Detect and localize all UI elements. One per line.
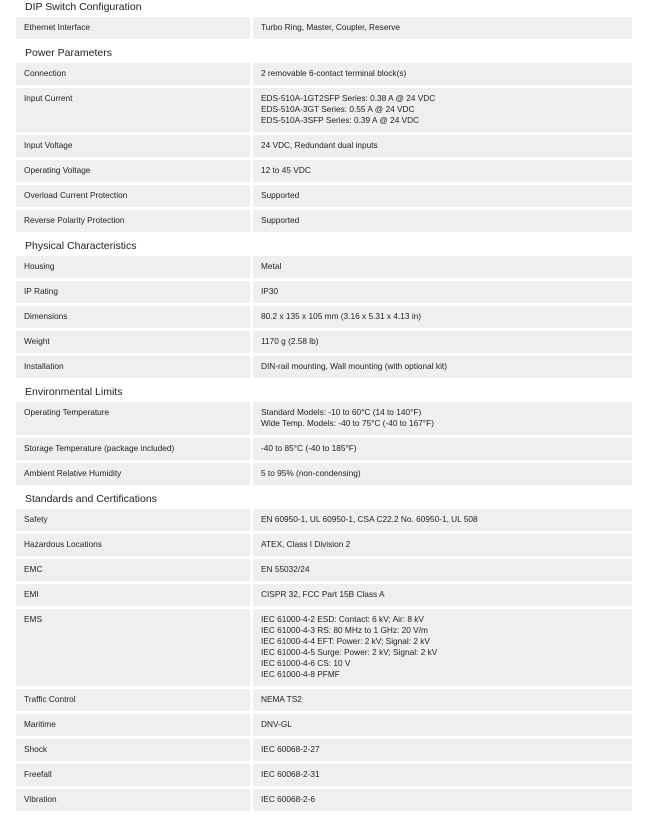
spec-row <box>16 714 632 736</box>
section-title: Standards and Certifications <box>25 493 157 505</box>
spec-label: IP Rating <box>16 281 250 303</box>
spec-label: Weight <box>16 331 250 353</box>
spec-label: Housing <box>16 256 250 278</box>
spec-row <box>16 463 632 485</box>
section-title: DIP Switch Configuration <box>25 1 142 13</box>
spec-value <box>253 185 632 207</box>
spec-value-line: Metal <box>261 261 282 271</box>
spec-value-line: EN 60950-1, UL 60950-1, CSA C22.2 No. 60950-1, UL 508 <box>261 514 478 524</box>
spec-label: Dimensions <box>16 306 250 328</box>
spec-value <box>253 789 632 811</box>
spec-label: Traffic Control <box>16 689 250 711</box>
spec-value <box>253 534 632 556</box>
spec-value <box>253 739 632 761</box>
spec-value-line: Standard Models: -10 to 60°C (14 to 140°F) <box>261 407 422 417</box>
spec-row <box>16 559 632 581</box>
spec-label: Connection <box>16 63 250 85</box>
spec-row <box>16 402 632 435</box>
section-title: Physical Characteristics <box>25 240 137 252</box>
spec-value <box>253 559 632 581</box>
spec-value <box>253 584 632 606</box>
spec-label: Installation <box>16 356 250 378</box>
spec-value-line: IEC 60068-2-27 <box>261 744 320 754</box>
spec-label: EMI <box>16 584 250 606</box>
spec-value-line: Supported <box>261 215 300 225</box>
spec-value <box>253 17 632 39</box>
spec-value-line: IEC 60068-2-31 <box>261 769 320 779</box>
spec-value <box>253 438 632 460</box>
spec-value-line: ATEX, Class I Division 2 <box>261 539 351 549</box>
spec-value-line: 5 to 95% (non-condensing) <box>261 468 361 478</box>
spec-value-line: DNV-GL <box>261 719 292 729</box>
spec-row <box>16 356 632 378</box>
spec-label: Safety <box>16 509 250 531</box>
spec-value-line: EN 55032/24 <box>261 564 310 574</box>
spec-row <box>16 609 632 686</box>
spec-value <box>253 509 632 531</box>
spec-value <box>253 88 632 132</box>
spec-label: Vibration <box>16 789 250 811</box>
spec-label: Input Current <box>16 88 250 132</box>
spec-label: Overload Current Protection <box>16 185 250 207</box>
spec-row <box>16 88 632 132</box>
section-title: Environmental Limits <box>25 386 123 398</box>
spec-label: Operating Temperature <box>16 402 250 435</box>
spec-section <box>16 492 632 811</box>
spec-value-line: IP30 <box>261 286 279 296</box>
spec-label: EMS <box>16 609 250 686</box>
spec-value-line: IEC 61000-4-8 PFMF <box>261 669 340 679</box>
spec-row <box>16 17 632 39</box>
spec-label: Hazardous Locations <box>16 534 250 556</box>
spec-label: Input Voltage <box>16 135 250 157</box>
spec-value-line: Wide Temp. Models: -40 to 75°C (-40 to 167°F) <box>261 418 434 428</box>
spec-value <box>253 135 632 157</box>
spec-section <box>16 385 632 485</box>
spec-row <box>16 281 632 303</box>
spec-value-line: IEC 60068-2-6 <box>261 794 315 804</box>
spec-row <box>16 789 632 811</box>
spec-section <box>16 0 632 39</box>
spec-value <box>253 281 632 303</box>
spec-row <box>16 739 632 761</box>
spec-row <box>16 764 632 786</box>
spec-row <box>16 584 632 606</box>
spec-value-line: CISPR 32, FCC Part 15B Class A <box>261 589 385 599</box>
spec-label: Storage Temperature (package included) <box>16 438 250 460</box>
spec-row <box>16 331 632 353</box>
spec-row <box>16 135 632 157</box>
spec-value-line: IEC 61000-4-3 RS: 80 MHz to 1 GHz: 20 V/m <box>261 625 428 635</box>
spec-value-line: Turbo Ring, Master, Coupler, Reserve <box>261 22 400 32</box>
spec-value-line: 2 removable 6-contact terminal block(s) <box>261 68 407 78</box>
spec-value-line: IEC 61000-4-4 EFT: Power: 2 kV; Signal: 2 kV <box>261 636 430 646</box>
spec-value <box>253 764 632 786</box>
spec-value-line: 24 VDC, Redundant dual inputs <box>261 140 378 150</box>
spec-label: Freefall <box>16 764 250 786</box>
spec-row <box>16 689 632 711</box>
spec-value <box>253 356 632 378</box>
spec-row <box>16 185 632 207</box>
spec-row <box>16 160 632 182</box>
spec-label: Shock <box>16 739 250 761</box>
spec-row <box>16 210 632 232</box>
spec-row <box>16 256 632 278</box>
spec-label: Maritime <box>16 714 250 736</box>
spec-value <box>253 689 632 711</box>
spec-value-line: 80.2 x 135 x 105 mm (3.16 x 5.31 x 4.13 in) <box>261 311 422 321</box>
spec-row <box>16 509 632 531</box>
spec-label: Reverse Polarity Protection <box>16 210 250 232</box>
spec-value-line: IEC 61000-4-6 CS: 10 V <box>261 658 351 668</box>
spec-row <box>16 63 632 85</box>
spec-value-line: IEC 61000-4-5 Surge: Power: 2 kV; Signal: 2 kV <box>261 647 438 657</box>
spec-label: Ambient Relative Humidity <box>16 463 250 485</box>
spec-value <box>253 609 632 686</box>
spec-value <box>253 256 632 278</box>
spec-value-line: IEC 61000-4-2 ESD: Contact: 6 kV; Air: 8 kV <box>261 614 424 624</box>
spec-value <box>253 463 632 485</box>
spec-row <box>16 306 632 328</box>
spec-value <box>253 331 632 353</box>
spec-label: Operating Voltage <box>16 160 250 182</box>
spec-value-line: NEMA TS2 <box>261 694 302 704</box>
spec-value <box>253 306 632 328</box>
spec-value-line: EDS-510A-1GT2SFP Series: 0.38 A @ 24 VDC <box>261 93 436 103</box>
spec-section <box>16 239 632 378</box>
spec-value-line: -40 to 85°C (-40 to 185°F) <box>261 443 357 453</box>
spec-value-line: EDS-510A-3SFP Series: 0.39 A @ 24 VDC <box>261 115 420 125</box>
spec-row <box>16 438 632 460</box>
section-title: Power Parameters <box>25 47 112 59</box>
spec-label: Ethernet Interface <box>16 17 250 39</box>
spec-value-line: 1170 g (2.58 lb) <box>261 336 319 346</box>
spec-label: EMC <box>16 559 250 581</box>
spec-value <box>253 63 632 85</box>
spec-value <box>253 402 632 435</box>
spec-value <box>253 714 632 736</box>
spec-value-line: DIN-rail mounting, Wall mounting (with optional kit) <box>261 361 447 371</box>
spec-row <box>16 534 632 556</box>
spec-section <box>16 46 632 232</box>
spec-value-line: 12 to 45 VDC <box>261 165 311 175</box>
spec-value-line: EDS-510A-3GT Series: 0.55 A @ 24 VDC <box>261 104 415 114</box>
spec-value <box>253 160 632 182</box>
spec-value-line: Supported <box>261 190 300 200</box>
spec-value <box>253 210 632 232</box>
